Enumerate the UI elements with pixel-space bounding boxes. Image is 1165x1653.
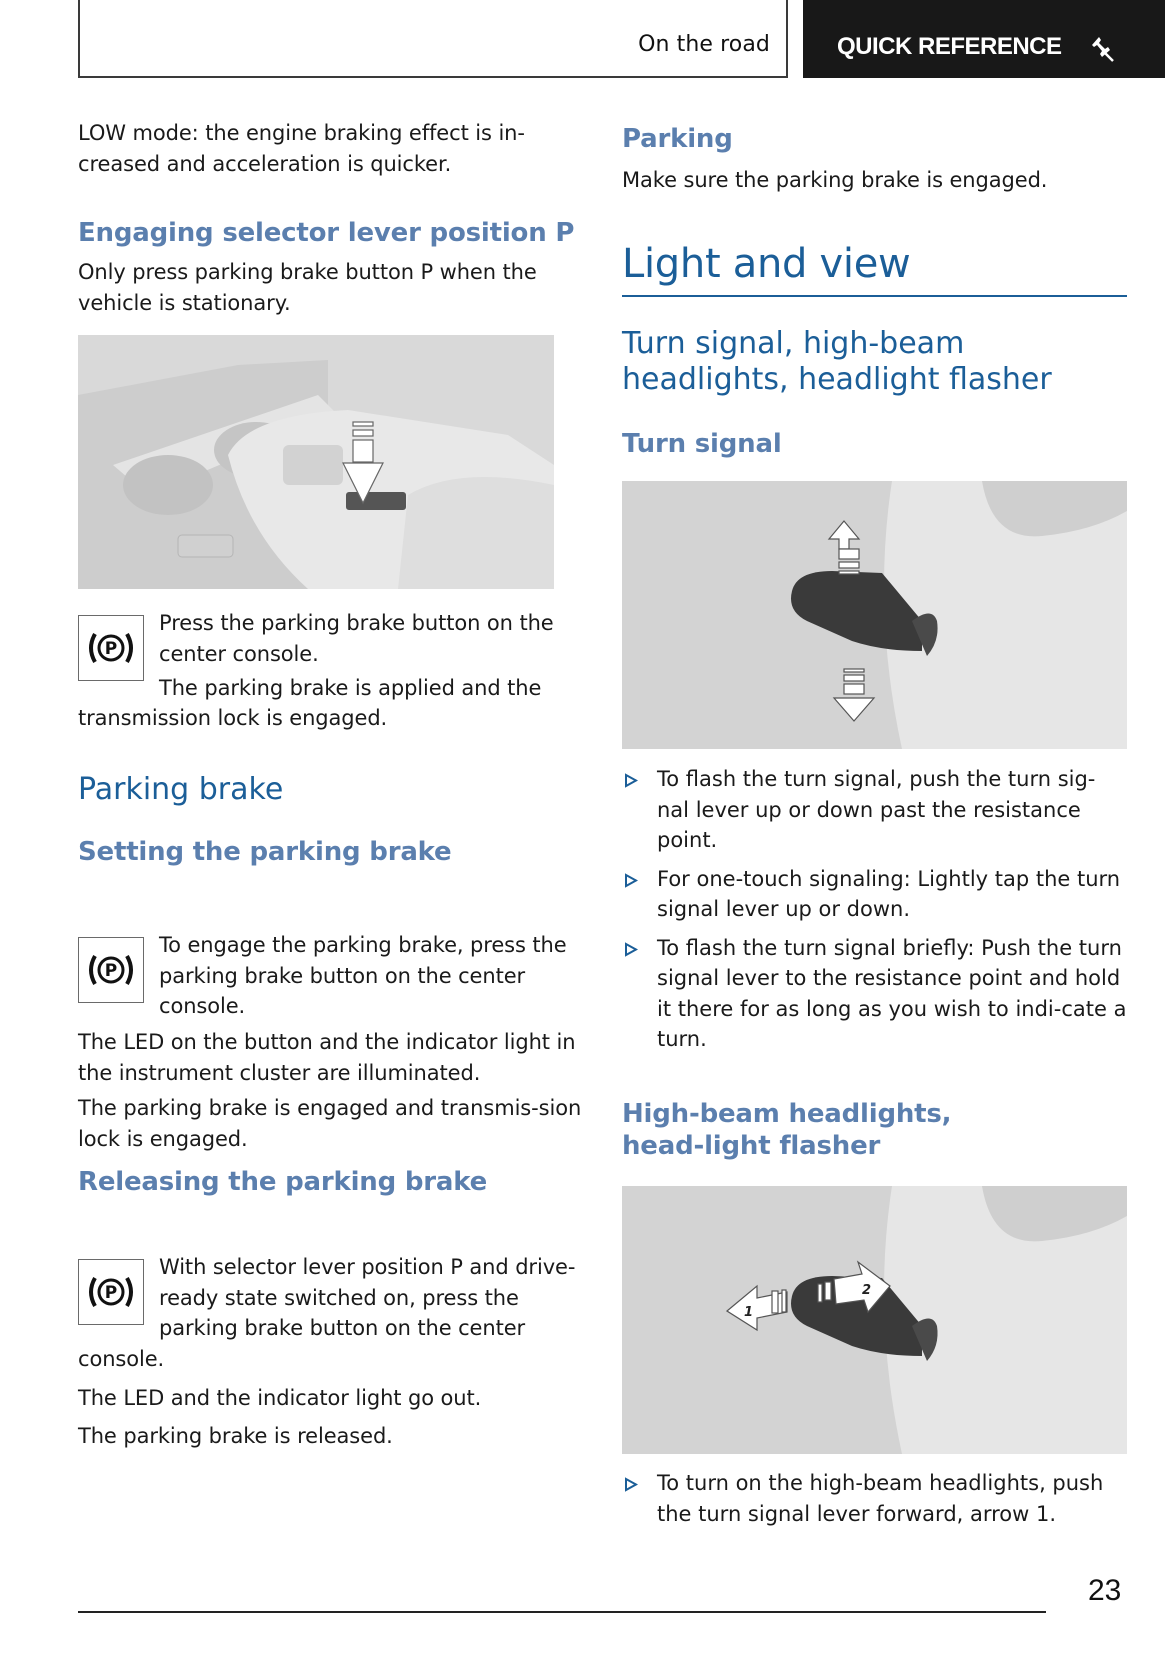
list-item: To flash the turn signal, push the turn sig-nal lever up or down past the resistance point. xyxy=(622,764,1127,856)
releasing-parking-brake-heading: Releasing the parking brake xyxy=(78,1167,488,1197)
svg-text:2: 2 xyxy=(862,1283,872,1298)
svg-text:P: P xyxy=(104,1283,118,1303)
center-console-parking-brake-button-illustration xyxy=(78,335,554,589)
released-text: The parking brake is released. xyxy=(78,1424,393,1448)
engaged-text: The parking brake is engaged and transmis-sion lock is engaged. xyxy=(78,1096,582,1151)
footer-divider xyxy=(78,1611,1046,1613)
transmission-lock-text: transmission lock is engaged. xyxy=(78,706,388,730)
press-button-text: Press the parking brake button on the center console. xyxy=(159,611,554,666)
triangle-bullet-icon xyxy=(624,873,638,888)
parking-brake-icon xyxy=(78,615,144,681)
setting-parking-brake-heading: Setting the parking brake xyxy=(78,837,452,867)
low-mode-text: LOW mode: the engine braking effect is in-creased and acceleration is quicker. xyxy=(78,121,525,176)
list-item: To turn on the high-beam headlights, push the turn signal lever forward, arrow 1. xyxy=(622,1468,1127,1529)
list-item: For one-touch signaling: Lightly tap the turn signal lever up or down. xyxy=(622,864,1127,925)
releasing-instruction-rest: console. xyxy=(78,1347,165,1371)
quick-reference-tab[interactable] xyxy=(803,0,1165,78)
parking-brake-icon xyxy=(78,937,144,1003)
quick-reference-label: QUICK REFERENCE xyxy=(837,33,1062,60)
svg-text:P: P xyxy=(104,639,118,659)
releasing-instruction-text: With selector lever position P and drive-ready state switched on, press the parking brake button on the center xyxy=(159,1255,576,1340)
section-title: On the road xyxy=(638,32,770,57)
page-number: 23 xyxy=(1088,1574,1122,1607)
pin-icon xyxy=(1086,33,1116,63)
triangle-bullet-icon xyxy=(624,942,638,957)
light-and-view-title: Light and view xyxy=(622,241,911,287)
list-item: To flash the turn signal briefly: Push the turn signal lever to the resistance point and hold it there for as long as you wish to indi-cate a turn. xyxy=(622,933,1127,1055)
led-out-text: The LED and the indicator light go out. xyxy=(78,1386,482,1410)
turn-signal-section-heading: Turn signal, high-beam headlights, headlight flasher xyxy=(622,326,1052,397)
turn-signal-lever-forward-back-illustration xyxy=(622,1186,1127,1454)
led-illuminated-text: The LED on the button and the indicator light in the instrument cluster are illuminated. xyxy=(78,1030,576,1085)
turn-signal-heading: Turn signal xyxy=(622,429,782,459)
high-beam-instructions xyxy=(622,1468,1127,1537)
triangle-bullet-icon xyxy=(624,773,638,788)
parking-text: Make sure the parking brake is engaged. xyxy=(622,168,1048,192)
engaging-p-heading: Engaging selector lever position P xyxy=(78,218,575,248)
turn-signal-lever-up-down-illustration xyxy=(622,481,1127,749)
engaging-p-text: Only press parking brake button P when the vehicle is stationary. xyxy=(78,260,537,315)
setting-instruction-text: To engage the parking brake, press the parking brake button on the center console. xyxy=(159,933,567,1018)
turn-signal-instructions xyxy=(622,764,1127,1063)
svg-text:P: P xyxy=(104,961,118,981)
chapter-divider xyxy=(622,295,1127,297)
applied-text: The parking brake is applied and the xyxy=(159,676,542,700)
parking-brake-heading: Parking brake xyxy=(78,772,284,807)
triangle-bullet-icon xyxy=(624,1477,638,1492)
running-header xyxy=(78,0,788,78)
parking-heading: Parking xyxy=(622,124,733,154)
high-beam-heading: High-beam headlights, head-light flasher xyxy=(622,1099,952,1161)
parking-brake-icon xyxy=(78,1259,144,1325)
svg-text:1: 1 xyxy=(744,1305,754,1320)
